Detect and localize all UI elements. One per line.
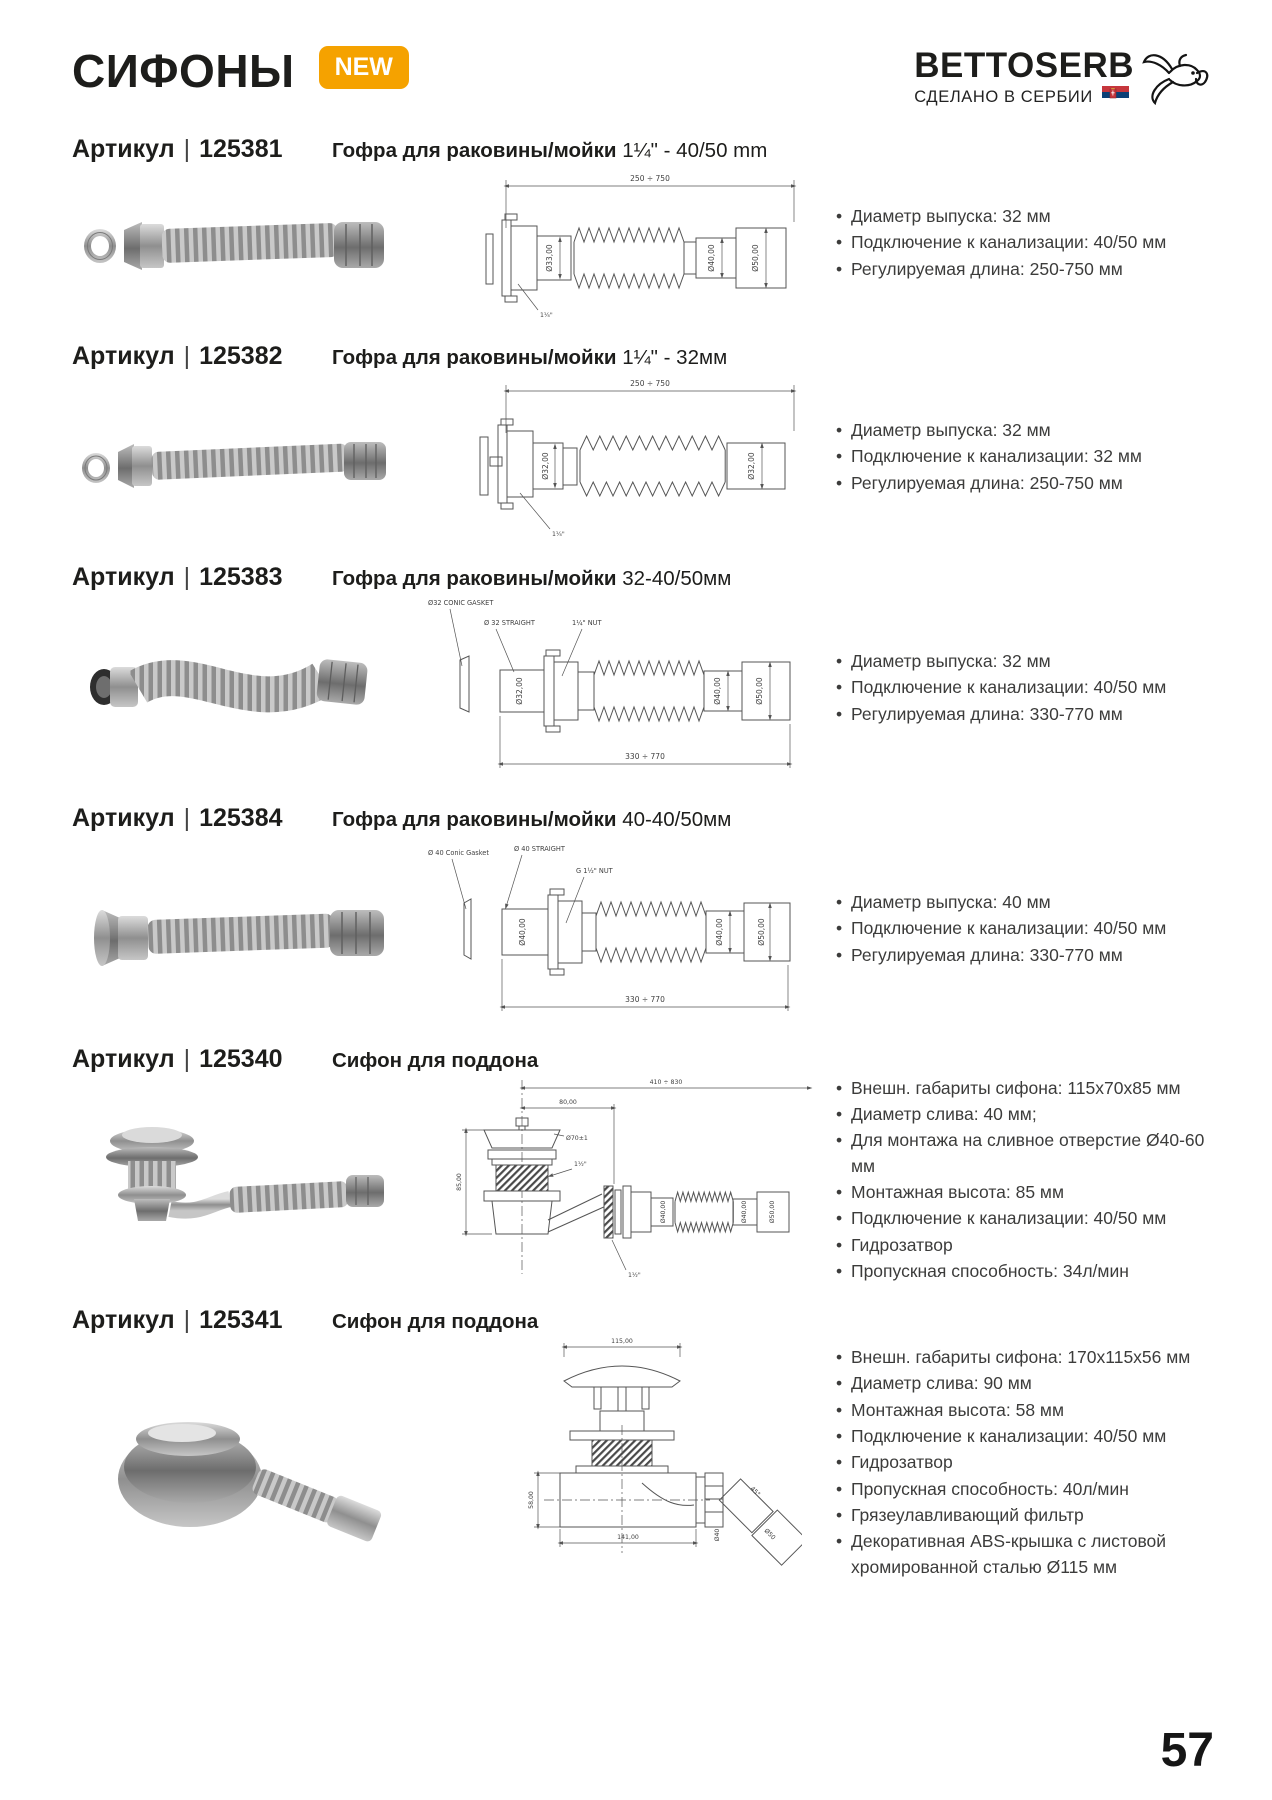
technical-drawing: [412, 1074, 832, 1286]
dim-diameter: Ø50: [762, 1527, 777, 1542]
technical-drawing: [412, 833, 832, 1025]
product-row: [72, 1045, 1212, 1286]
product-title: Сифон для поддона: [332, 1310, 539, 1333]
product-title: Гофра для раковины/мойки 1¼" - 32мм: [332, 346, 728, 369]
product-photo-svg: [72, 178, 392, 308]
spec-item: • Для монтажа на сливное отверстие Ø40-60 мм: [836, 1128, 1212, 1179]
technical-drawing-svg: [442, 1335, 802, 1590]
technical-drawing-svg: [422, 833, 822, 1025]
technical-drawing: [412, 592, 832, 784]
technical-drawing-svg: [422, 592, 822, 784]
product-photo: [72, 621, 412, 756]
product-title: Гофра для раковины/мойки 40-40/50мм: [332, 808, 732, 831]
dim-angle: 45°: [748, 1485, 762, 1499]
spec-item: • Гидрозатвор: [836, 1450, 1212, 1475]
article-label: Артикул: [72, 563, 175, 591]
dim-diameter: Ø40,00: [518, 918, 527, 946]
spec-item: • Подключение к канализации: 40/50 мм: [836, 1424, 1212, 1449]
dim-width: 115,00: [611, 1338, 633, 1345]
spec-item: • Регулируемая длина: 250-750 мм: [836, 471, 1212, 496]
brand-name: BETTOSERB: [914, 46, 1134, 85]
dim-cap: Ø70±1: [566, 1135, 588, 1142]
product-title: Гофра для раковины/мойки 32-40/50мм: [332, 567, 732, 590]
dim-length: 330 ÷ 770: [625, 995, 665, 1004]
spec-item: • Подключение к канализации: 40/50 мм: [836, 675, 1212, 700]
article-number: 125384: [199, 804, 283, 832]
dim-length: 250 ÷ 750: [630, 379, 670, 388]
dim-length: 250 ÷ 750: [630, 174, 670, 183]
technical-drawing-svg: [422, 1074, 822, 1286]
article-divider: |: [183, 563, 191, 591]
product-photo: [72, 1105, 412, 1255]
technical-drawing: [412, 1335, 832, 1590]
thread-note: 1¼": [552, 531, 565, 538]
product-row: [72, 1306, 1212, 1590]
spec-item: • Диаметр слива: 40 мм;: [836, 1102, 1212, 1127]
spec-item: • Пропускная способность: 40л/мин: [836, 1477, 1212, 1502]
article-heading: [72, 342, 332, 371]
callout-gasket: Ø32 CONIC GASKET: [428, 599, 494, 607]
spec-item: • Монтажная высота: 58 мм: [836, 1398, 1212, 1423]
spec-list: [832, 648, 1212, 728]
dim-diameter: Ø32,00: [747, 452, 756, 480]
spec-list: [832, 1344, 1212, 1581]
thread-note: 1½": [574, 1161, 587, 1168]
dim-diameter: Ø40,00: [741, 1200, 748, 1224]
spec-item: • Диаметр слива: 90 мм: [836, 1371, 1212, 1396]
product-title: Сифон для поддона: [332, 1049, 539, 1072]
spec-list: [832, 889, 1212, 969]
article-label: Артикул: [72, 1045, 175, 1073]
article-divider: |: [183, 804, 191, 832]
dim-length2: 80,00: [559, 1099, 577, 1106]
product-photo: [72, 178, 412, 308]
article-divider: |: [183, 135, 191, 163]
dim-height: 85,00: [456, 1173, 463, 1191]
product-photo: [72, 862, 412, 997]
spec-item: • Подключение к канализации: 40/50 мм: [836, 916, 1212, 941]
dim-diameter: Ø32,00: [541, 452, 550, 480]
article-number: 125383: [199, 563, 283, 591]
dim-diameter: Ø40,00: [715, 918, 724, 946]
spec-item: • Внешн. габариты сифона: 115х70х85 мм: [836, 1076, 1212, 1101]
thread-note: 1¼": [540, 312, 553, 319]
spec-item: • Диаметр выпуска: 32 мм: [836, 649, 1212, 674]
spec-item: • Диаметр выпуска: 32 мм: [836, 204, 1212, 229]
new-badge: NEW: [319, 46, 409, 89]
dim-length: 410 ÷ 830: [649, 1079, 683, 1086]
article-label: Артикул: [72, 804, 175, 832]
article-divider: |: [183, 1306, 191, 1334]
spec-item: • Диаметр выпуска: 32 мм: [836, 418, 1212, 443]
product-photo-svg: [72, 1105, 392, 1255]
dim-diameter: Ø32,00: [515, 677, 524, 705]
dim-diameter: Ø50,00: [757, 918, 766, 946]
product-row: [72, 563, 1212, 784]
brand-text: [914, 48, 1134, 109]
spec-item: • Подключение к канализации: 40/50 мм: [836, 1206, 1212, 1231]
thread-note: 1½": [628, 1272, 641, 1279]
spec-item: • Гидрозатвор: [836, 1233, 1212, 1258]
technical-drawing-svg: [422, 164, 822, 322]
spec-item: • Пропускная способность: 34л/мин: [836, 1259, 1212, 1284]
callout-straight: Ø 32 STRAIGHT: [484, 619, 535, 627]
page-header: [72, 40, 1212, 115]
callout-gasket: Ø 40 Conic Gasket: [428, 849, 489, 857]
dim-diameter: Ø50,00: [755, 677, 764, 705]
spec-list: [832, 203, 1212, 283]
dim-diameter: Ø40,00: [707, 244, 716, 272]
callout-straight: Ø 40 STRAIGHT: [514, 845, 565, 853]
spec-item: • Регулируемая длина: 330-770 мм: [836, 943, 1212, 968]
article-number: 125340: [199, 1045, 283, 1073]
article-label: Артикул: [72, 135, 175, 163]
spec-item: • Грязеулавливающий фильтр: [836, 1503, 1212, 1528]
page-number: 57: [1160, 1724, 1214, 1777]
dim-length: 330 ÷ 770: [625, 752, 665, 761]
spec-item: • Диаметр выпуска: 40 мм: [836, 890, 1212, 915]
article-divider: |: [183, 1045, 191, 1073]
article-divider: |: [183, 342, 191, 370]
article-label: Артикул: [72, 342, 175, 370]
product-photo-svg: [72, 862, 392, 997]
dim-diameter: Ø33,00: [545, 244, 554, 272]
product-photo-svg: [72, 621, 392, 756]
brand-logo: [914, 42, 1212, 115]
article-number: 125381: [199, 135, 283, 163]
article-heading: [72, 804, 332, 833]
page-title: СИФОНЫ: [72, 45, 295, 97]
product-row: [72, 342, 1212, 543]
dim-height: 58,00: [528, 1491, 535, 1509]
article-heading: [72, 1306, 332, 1335]
product-photo: [72, 1375, 412, 1550]
dim-diameter: Ø40: [714, 1528, 721, 1542]
callout-nut: 1¼" NUT: [572, 619, 602, 627]
dim-diameter: Ø50,00: [769, 1200, 776, 1224]
spec-list: [832, 417, 1212, 497]
technical-drawing: [412, 164, 832, 322]
technical-drawing: [412, 371, 832, 543]
product-row: [72, 135, 1212, 322]
article-label: Артикул: [72, 1306, 175, 1334]
spec-item: • Монтажная высота: 85 мм: [836, 1180, 1212, 1205]
spec-item: • Регулируемая длина: 250-750 мм: [836, 257, 1212, 282]
spec-item: • Декоративная ABS-крышка с листовой хромированной сталью Ø115 мм: [836, 1529, 1212, 1580]
spec-item: • Регулируемая длина: 330-770 мм: [836, 702, 1212, 727]
callout-nut: G 1½" NUT: [576, 867, 613, 875]
product-title: Гофра для раковины/мойки 1¼" - 40/50 mm: [332, 139, 768, 162]
product-photo-svg: [72, 390, 392, 525]
article-heading: [72, 135, 332, 164]
product-photo-svg: [72, 1375, 392, 1550]
betta-fish-icon: [1136, 42, 1212, 115]
dim-diameter: Ø50,00: [751, 244, 760, 272]
dim-diameter: Ø40,00: [660, 1200, 667, 1224]
spec-item: • Внешн. габариты сифона: 170х115х56 мм: [836, 1345, 1212, 1370]
brand-tagline: СДЕЛАНО В СЕРБИИ: [914, 88, 1093, 106]
dim-diameter: Ø40,00: [713, 677, 722, 705]
technical-drawing-svg: [422, 371, 822, 543]
article-number: 125341: [199, 1306, 283, 1334]
product-photo: [72, 390, 412, 525]
product-row: [72, 804, 1212, 1025]
spec-list: [832, 1075, 1212, 1286]
spec-item: • Подключение к канализации: 32 мм: [836, 444, 1212, 469]
article-heading: [72, 1045, 332, 1074]
article-number: 125382: [199, 342, 283, 370]
serbia-flag-icon: [1102, 86, 1129, 109]
article-heading: [72, 563, 332, 592]
dim-width2: 141,00: [617, 1534, 639, 1541]
spec-item: • Подключение к канализации: 40/50 мм: [836, 230, 1212, 255]
